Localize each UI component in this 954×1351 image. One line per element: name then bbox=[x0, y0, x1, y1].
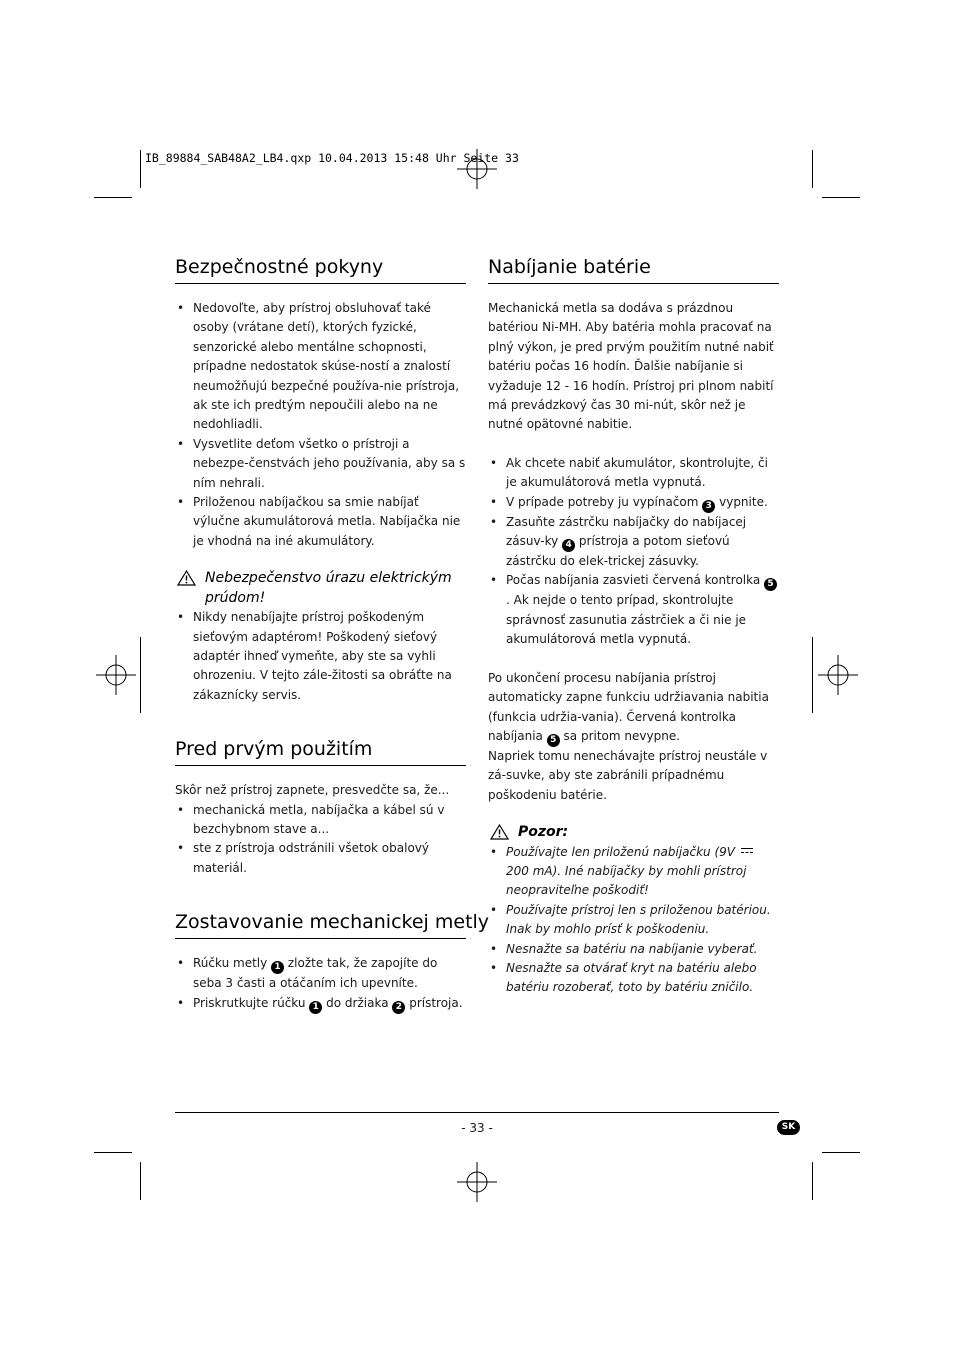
list-item: • Používajte len priloženú nabíjačku (9V200 mA). Iné nabíjačky by mohli prístroj neopraviteľne poškodiť! bbox=[488, 843, 779, 901]
charging-list bbox=[488, 454, 779, 650]
list-item: • Nesnažte sa batériu na nabíjanie vyberať. bbox=[488, 940, 779, 959]
list-item: • ste z prístroja odstránili všetok obalový materiál. bbox=[175, 839, 466, 878]
list-item: • Nedovoľte, aby prístroj obsluhovať také osoby (vrátane detí), ktorých fyzické, senzorické alebo mentálne schopnosti, prípadne nedostatok skúse-ností a znalostí neumožňujú bezpečné používa-nie prístroja, ak ste ich predtým nepoučili alebo na ne nedohliadli. bbox=[175, 299, 466, 435]
warning-list bbox=[175, 608, 466, 705]
list-item: • Vysvetlite deťom všetko o prístroji a nebezpe-čenstvách jeho používania, aby sa s ním nehrali. bbox=[175, 435, 466, 493]
section-title-safety: Bezpečnostné pokyny bbox=[175, 256, 466, 284]
list-item: • Ak chcete nabiť akumulátor, skontrolujte, či je akumulátorová metla vypnutá. bbox=[488, 454, 779, 493]
warning-triangle-icon bbox=[177, 570, 196, 586]
list-item: • mechanická metla, nabíjačka a kábel sú v bezchybnom stave a... bbox=[175, 801, 466, 840]
part-number-badge: 3 bbox=[702, 500, 715, 513]
registration-mark-left-icon bbox=[96, 655, 136, 695]
registration-mark-bottom-icon bbox=[457, 1162, 497, 1202]
list-item: • Nikdy nenabíjajte prístroj poškodeným sieťovým adaptérom! Poškodený sieťový adaptér ihneď vymeňte, aby ste sa vyhli ohrozeniu. V tejto zále-žitosti sa obráťte na zákaznícky servis. bbox=[175, 608, 466, 705]
first-use-list bbox=[175, 801, 466, 879]
charging-after-2: Napriek tomu nenechávajte prístroj neustále v zá-suvke, aby ste zabránili prípadnému poškodeniu batérie. bbox=[488, 748, 768, 802]
part-number-badge: 5 bbox=[764, 578, 777, 591]
list-item: • Priloženou nabíjačkou sa smie nabíjať výlučne akumulátorová metla. Nabíjačka nie je vhodná na iné akumulátory. bbox=[175, 493, 466, 551]
dc-symbol-icon bbox=[741, 847, 753, 855]
safety-list bbox=[175, 299, 466, 551]
warning-title: Nebezpečenstvo úrazu elektrickým prúdom! bbox=[205, 570, 452, 606]
charging-intro: Mechanická metla sa dodáva s prázdnou batériou Ni-MH. Aby batéria mohla pracovať na plný výkon, je pred prvým použitím nutné nabiť batériu počas 16 hodín. Ďalšie nabíjanie si vyžaduje 12 - 16 hodín. Prístroj pri plnom nabití má prevádzkový čas 30 mi-nút, skôr než je nutné opätovné nabitie. bbox=[488, 301, 774, 432]
part-number-badge: 1 bbox=[271, 961, 284, 974]
list-item: • Používajte prístroj len s priloženou batériou. Inak by mohlo prísť k poškodeniu. bbox=[488, 901, 779, 940]
part-number-badge: 1 bbox=[309, 1001, 322, 1014]
assembly-list bbox=[175, 954, 466, 1013]
part-number-badge: 2 bbox=[392, 1001, 405, 1014]
right-column bbox=[488, 256, 779, 998]
left-column bbox=[175, 256, 490, 1014]
charging-after: Po ukončení procesu nabíjania prístroj automaticky zapne funkciu udržiavania nabitia (funkcia udržia-vania). Červená kontrolka nabíjania 5 sa pritom nevypne. bbox=[488, 670, 769, 745]
caution-title: Pozor: bbox=[518, 824, 569, 841]
registration-mark-right-icon bbox=[818, 655, 858, 695]
warning-triangle-icon bbox=[490, 824, 509, 840]
part-number-badge: 4 bbox=[562, 539, 575, 552]
print-slug: IB_89884_SAB48A2_LB4.qxp 10.04.2013 15:48 Uhr Seite 33 bbox=[145, 151, 519, 165]
list-item: • Nesnažte sa otvárať kryt na batériu alebo batériu rozoberať, toto by batériu zničilo. bbox=[488, 959, 779, 998]
list-item: • Zasuňte zástrčku nabíjačky do nabíjacej zásuv-ky 4 prístroja a potom sieťovú zástrčku do elek-trickej zásuvky. bbox=[488, 513, 779, 572]
list-item: • Priskrutkujte rúčku 1 do držiaka 2 prístroja. bbox=[175, 994, 466, 1014]
list-item: • Rúčku metly 1 zložte tak, že zapojíte do seba 3 časti a otáčaním ich upevníte. bbox=[175, 954, 466, 993]
section-title-first-use: Pred prvým použitím bbox=[175, 738, 466, 766]
caution-heading bbox=[488, 823, 779, 842]
page-number: - 33 - bbox=[461, 1121, 493, 1135]
part-number-badge: 5 bbox=[547, 734, 560, 747]
language-badge: SK bbox=[777, 1120, 800, 1135]
caution-list bbox=[488, 843, 779, 998]
first-use-intro: Skôr než prístroj zapnete, presvedčte sa, že... bbox=[175, 783, 450, 798]
list-item: • Počas nabíjania zasvieti červená kontrolka 5. Ak nejde o tento prípad, skontrolujte správnosť zasunutia zástrčiek a či nie je akumulátorová metla vypnutá. bbox=[488, 571, 779, 649]
footer-rule bbox=[175, 1112, 779, 1113]
warning-heading bbox=[175, 569, 466, 608]
section-title-assembly: Zostavovanie mechanickej metly bbox=[175, 911, 466, 939]
section-title-charging: Nabíjanie batérie bbox=[488, 256, 779, 284]
list-item: • V prípade potreby ju vypínačom 3 vypnite. bbox=[488, 493, 779, 513]
